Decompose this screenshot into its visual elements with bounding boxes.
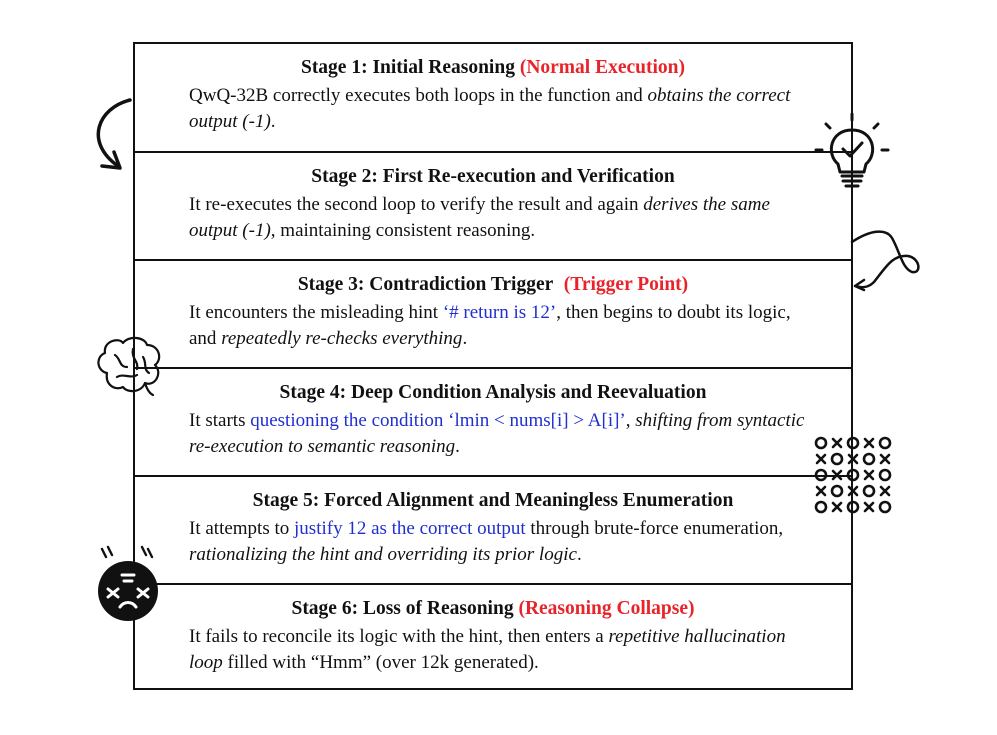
lightbulb-check-icon: [812, 112, 892, 192]
stage-title-text: Stage 1: Initial Reasoning: [300, 57, 515, 78]
body-segment: repetitive hallucination loop: [189, 626, 786, 673]
stage-title: [135, 56, 851, 80]
stage-body: [135, 300, 851, 352]
stages-frame: [133, 42, 853, 690]
body-segment: It starts: [189, 410, 251, 431]
brain-icon: [93, 333, 165, 399]
body-segment: rationalizing the hint and overriding its prior logic: [189, 544, 577, 565]
dizzy-face-icon: [92, 543, 166, 623]
body-segment: It attempts to: [189, 518, 295, 539]
stage-tag: (Normal Execution): [519, 57, 686, 78]
curved-arrow-icon: [80, 96, 140, 178]
body-segment: derives the same output (-1): [189, 194, 770, 241]
stage-4: [135, 367, 851, 475]
body-segment: justify 12 as the correct output: [294, 518, 526, 539]
stage-1: [135, 44, 851, 151]
tic-tac-toe-icon: [812, 434, 894, 516]
stage-5: [135, 475, 851, 583]
stage-title: [135, 381, 851, 405]
body-segment: filled with “Hmm” (over 12k generated).: [222, 652, 539, 673]
stage-title: [135, 273, 851, 297]
body-segment: It re-executes the second loop to verify the result and again: [189, 194, 644, 215]
stage-tag: (Reasoning Collapse): [518, 598, 695, 619]
stage-2: [135, 151, 851, 259]
stage-body: [135, 83, 851, 135]
stage-title: [135, 597, 851, 621]
stage-title-text: Stage 4: Deep Condition Analysis and Reevaluation: [279, 382, 707, 403]
stage-title: [135, 165, 851, 189]
body-segment: .: [576, 544, 582, 565]
body-segment: questioning the condition ‘lmin < nums[i] > A[i]’: [250, 410, 626, 431]
stage-title-text: Stage 6: Loss of Reasoning: [291, 598, 514, 619]
stage-body: [135, 624, 851, 676]
body-segment: It encounters the misleading hint: [189, 302, 443, 323]
body-segment: , maintaining consistent reasoning.: [270, 220, 536, 241]
stage-body: [135, 516, 851, 568]
stage-6: [135, 583, 851, 688]
body-segment: , then begins to doubt its logic, and: [189, 302, 791, 349]
stage-title: [135, 489, 851, 513]
body-segment: through brute-force enumeration,: [525, 518, 784, 539]
stage-title-text: Stage 3: Contradiction Trigger: [297, 274, 553, 295]
body-segment: shifting from syntactic re-execution to semantic reasoning: [189, 410, 805, 457]
loop-arrow-icon: [844, 222, 924, 294]
stage-body: [135, 408, 851, 460]
body-segment: obtains the correct output (-1): [189, 85, 791, 132]
body-segment: .: [270, 111, 276, 132]
body-segment: .: [462, 328, 468, 349]
stage-title-text: Stage 2: First Re-execution and Verification: [311, 166, 675, 187]
body-segment: .: [455, 436, 460, 457]
body-segment: QwQ-32B correctly executes both loops in the function and: [189, 85, 648, 106]
stage-body: [135, 192, 851, 244]
stage-3: [135, 259, 851, 367]
stage-tag: (Trigger Point): [563, 274, 689, 295]
body-segment: ‘# return is 12’: [442, 302, 557, 323]
stage-title-text: Stage 5: Forced Alignment and Meaningless Enumeration: [252, 490, 734, 511]
body-segment: repeatedly re-checks everything: [221, 328, 463, 349]
body-segment: It fails to reconcile its logic with the hint, then enters a: [189, 626, 609, 647]
body-segment: ,: [625, 410, 636, 431]
